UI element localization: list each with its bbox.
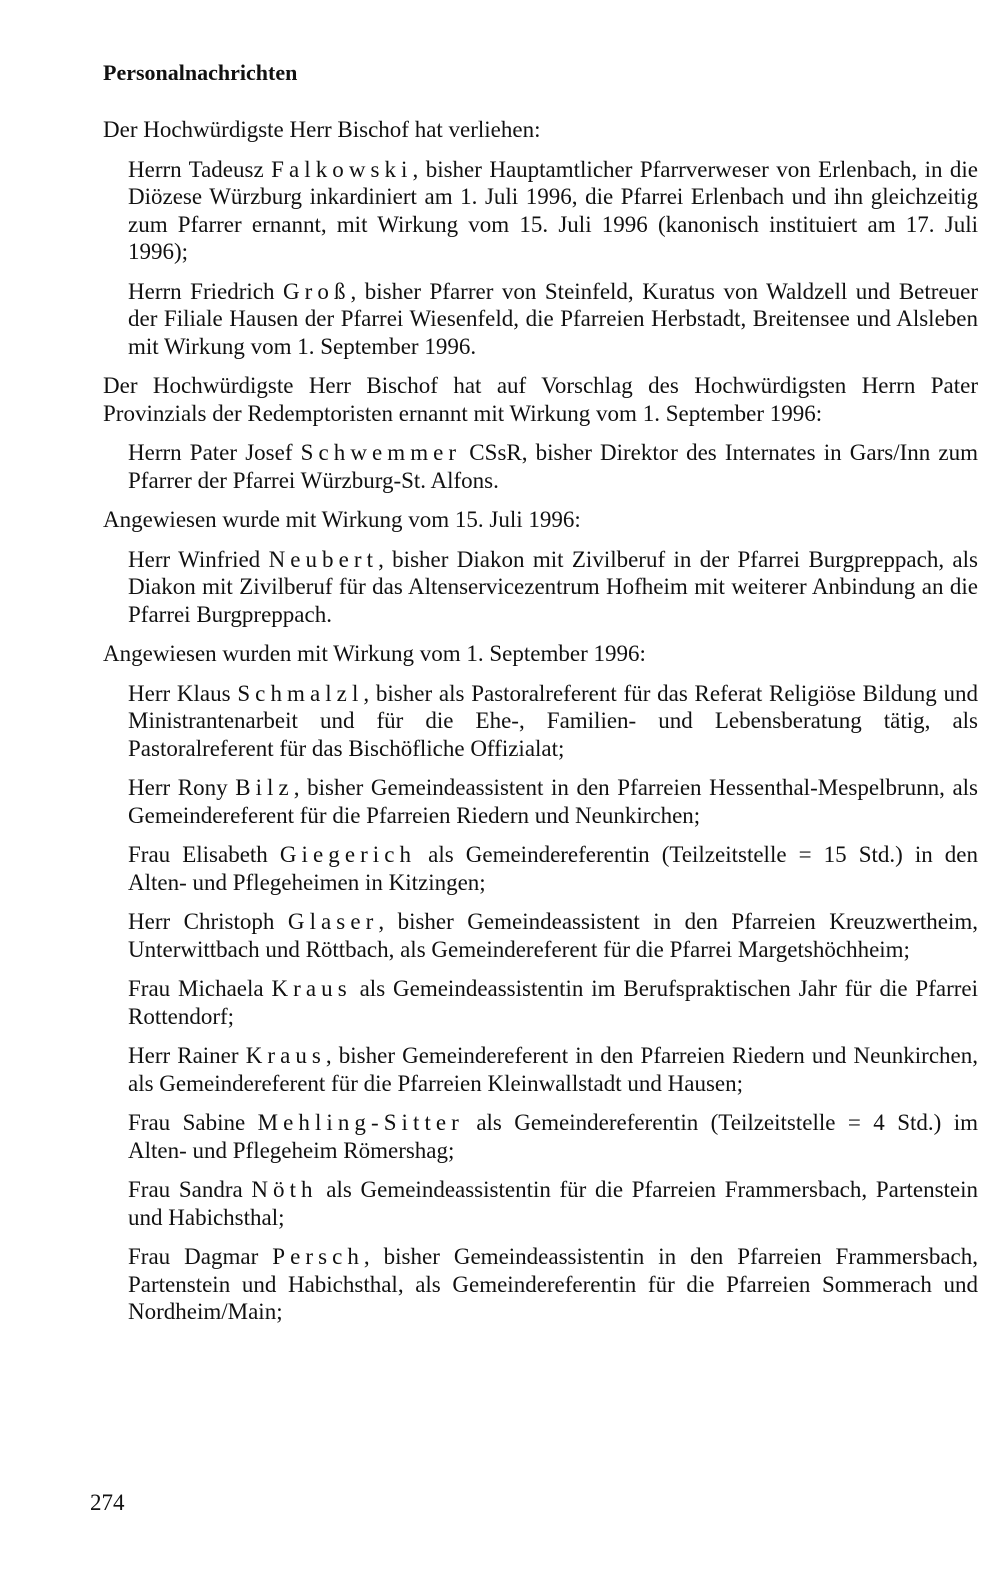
entry-prefix: Frau Sabine (128, 1110, 246, 1136)
entry-text: , bisher Diakon mit Zivilberuf in der Pfarrei Burgpreppach, als Diakon mit Zivilberuf für das Altenservicezentrum Hofheim mit weiterer Anbindung an die Pfarrei Burgpreppach. (128, 546, 978, 627)
page-content (103, 60, 978, 1338)
personnel-entry (128, 1176, 978, 1231)
entry-prefix: Frau Sandra (128, 1177, 243, 1203)
section-intro: Der Hochwürdigste Herr Bischof hat auf Vorschlag des Hochwürdigsten Herrn Pater Provinzials der Redemptoristen ernannt mit Wirkung vom 1. September 1996: (103, 373, 978, 426)
section-intro: Angewiesen wurde mit Wirkung vom 15. Juli 1996: (103, 507, 581, 533)
entry-text: , bisher Pfarrer von Steinfeld, Kuratus von Waldzell und Betreuer der Filiale Hausen der Pfarrei Wiesenfeld, die Pfarreien Herbstadt, Breitensee und Alsleben mit Wirkung vom 1. September 1996. (128, 278, 979, 359)
entry-prefix: Herrn Pater Josef (128, 440, 293, 466)
entry-surname: Giegerich (279, 842, 417, 868)
entry-text: , bisher Gemeindeassistent in den Pfarreien Kreuzwertheim, Unterwittbach und Röttbach, als Gemeindereferent für die Pfarrei Margetshöchheim; (128, 909, 979, 962)
section-intro: Angewiesen wurden mit Wirkung vom 1. September 1996: (103, 641, 646, 667)
entry-surname: Bilz (235, 775, 294, 801)
announcement-sections (103, 116, 978, 1326)
entry-surname: Glaser (287, 909, 379, 935)
entry-text: als Gemeindereferentin (Teilzeitstelle = 4 Std.) im Alten- und Pflegeheim Römershag; (128, 1110, 979, 1163)
page-heading: Personalnachrichten (103, 60, 298, 85)
entry-prefix: Herr Rony (128, 775, 228, 801)
personnel-entry (128, 439, 978, 494)
entry-prefix: Herr Christoph (128, 909, 275, 935)
personnel-entry (128, 975, 978, 1030)
entry-prefix: Herrn Friedrich (128, 278, 275, 304)
entry-text: , bisher Hauptamtlicher Pfarrverweser von Erlenbach, in die Diözese Würzburg inkardiniert am 1. Juli 1996, die Pfarrei Erlenbach und ihn gleichzeitig zum Pfarrer ernannt, mit Wirkung vom 15. Juli 1996 (kanonisch instituiert am 17. Juli 1996); (128, 156, 978, 265)
page-number: 274 (90, 1490, 125, 1515)
entry-surname: Schwemmer (300, 440, 462, 466)
entry-surname: Nöth (251, 1177, 318, 1203)
entry-surname: Falkowski (271, 156, 413, 182)
personnel-entry (128, 1042, 978, 1097)
personnel-entry (128, 908, 978, 963)
entry-surname: Groß (283, 278, 351, 304)
personnel-entry (128, 278, 978, 361)
personnel-entry (128, 680, 978, 763)
entry-text: CSsR, bisher Direktor des Internates in Gars/Inn zum Pfarrer der Pfarrei Würzburg-St. Alfons. (128, 440, 978, 493)
section-intro: Der Hochwürdigste Herr Bischof hat verliehen: (103, 117, 541, 143)
entry-surname: Schmalzl (237, 680, 364, 706)
entry-surname: Mehling-Sitter (257, 1110, 464, 1136)
personnel-entry (128, 546, 978, 629)
entry-prefix: Herr Rainer (128, 1043, 239, 1069)
entry-text: , bisher Gemeindeassistent in den Pfarreien Hessenthal-Mespelbrunn, als Gemeindereferent für die Pfarreien Riedern und Neunkirchen; (128, 775, 978, 828)
entry-prefix: Herrn Tadeusz (128, 156, 264, 182)
entry-surname: Kraus (245, 1043, 326, 1069)
entry-text: als Gemeindeassistentin im Berufspraktischen Jahr für die Pfarrei Rottendorf; (128, 976, 979, 1029)
personnel-entry (128, 774, 978, 829)
entry-text: , bisher Gemeindeassistentin in den Pfarreien Frammersbach, Partenstein und Habichsthal, als Gemeindereferentin für die Pfarreien Sommerach und Nordheim/Main; (128, 1244, 978, 1325)
entry-surname: Neubert (268, 546, 379, 572)
entry-text: als Gemeindereferentin (Teilzeitstelle = 15 Std.) in den Alten- und Pflegeheimen in Kitzingen; (128, 842, 979, 895)
entry-prefix: Frau Michaela (128, 976, 264, 1002)
personnel-entry (128, 156, 978, 266)
entry-prefix: Herr Klaus (128, 680, 231, 706)
entry-prefix: Frau Elisabeth (128, 842, 268, 868)
entry-prefix: Herr Winfried (128, 546, 261, 572)
entry-surname: Persch (272, 1244, 364, 1270)
entry-text: , bisher Gemeindereferent in den Pfarreien Riedern und Neunkirchen, als Gemeindereferent für die Pfarreien Kleinwallstadt und Hausen; (128, 1043, 979, 1096)
entry-surname: Kraus (271, 976, 352, 1002)
entry-text: als Gemeindeassistentin für die Pfarreien Frammersbach, Partenstein und Habichsthal; (128, 1177, 979, 1230)
entry-prefix: Frau Dagmar (128, 1244, 259, 1270)
entry-text: , bisher als Pastoralreferent für das Referat Religiöse Bildung und Ministrantenarbeit und für die Ehe-, Familien- und Lebensberatung tätig, als Pastoralreferent für das Bischöfliche Offizialat; (128, 680, 978, 761)
personnel-entry (128, 1109, 978, 1164)
personnel-entry (128, 841, 978, 896)
personnel-entry (128, 1243, 978, 1326)
